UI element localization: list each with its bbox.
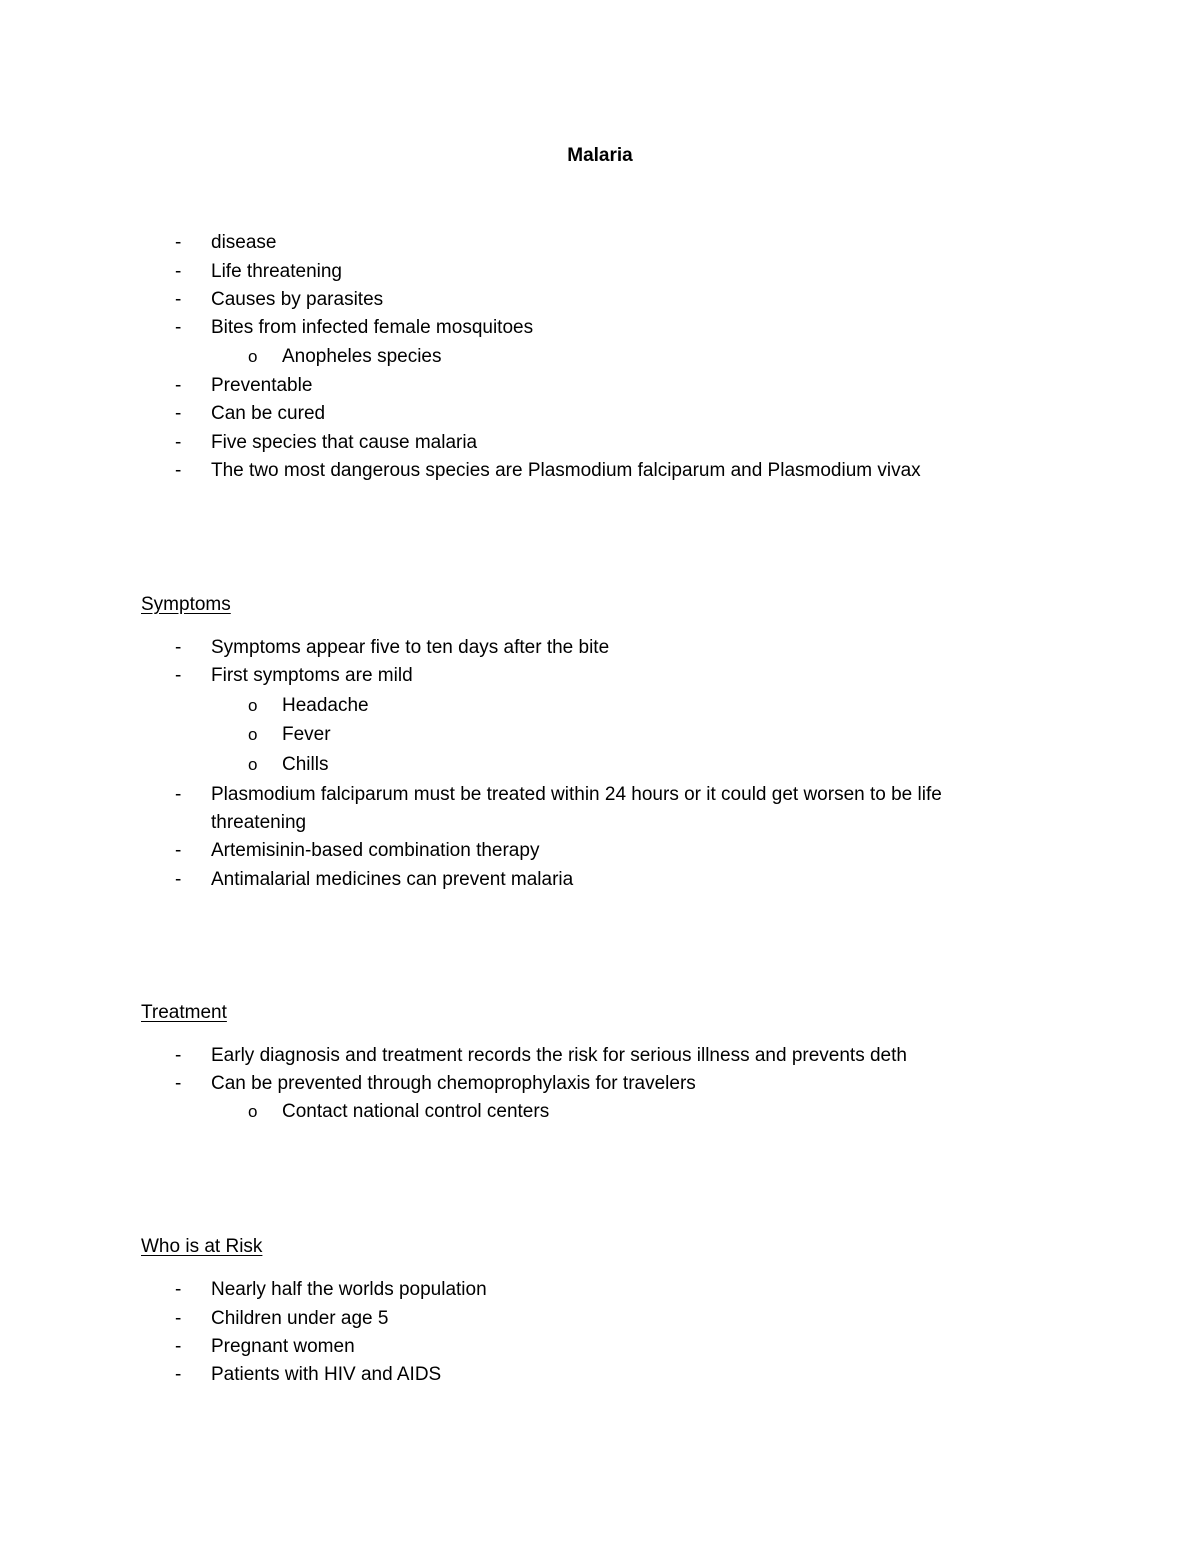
dash-bullet: - — [175, 375, 182, 396]
list-item-text: Nearly half the worlds population — [211, 1279, 487, 1300]
list-item — [0, 634, 1200, 662]
dash-bullet: - — [175, 1336, 182, 1357]
list-item — [0, 400, 1200, 428]
list-item-text: Can be prevented through chemoprophylaxis for travelers — [211, 1073, 696, 1094]
dash-bullet: - — [175, 403, 182, 424]
list-item — [0, 1305, 1200, 1333]
list-item-text: Five species that cause malaria — [211, 432, 478, 453]
list-item-text: Chills — [282, 754, 329, 775]
document-title: Malaria — [567, 145, 633, 166]
list-item — [0, 1361, 1200, 1389]
circle-bullet: o — [248, 725, 258, 744]
list-item-text: Life threatening — [211, 261, 342, 282]
dash-bullet: - — [175, 869, 182, 890]
list-item — [0, 1042, 1200, 1070]
list-item-text: Preventable — [211, 375, 313, 396]
sub-list-item — [0, 751, 1200, 779]
dash-bullet: - — [175, 665, 182, 686]
list-item — [0, 1333, 1200, 1361]
list-item-text: Fever — [282, 724, 331, 745]
dash-bullet: - — [175, 840, 182, 861]
circle-bullet: o — [248, 696, 258, 715]
list-item-text: Patients with HIV and AIDS — [211, 1364, 442, 1385]
list-item — [0, 372, 1200, 400]
sub-list-item — [0, 692, 1200, 720]
dash-bullet: - — [175, 1279, 182, 1300]
section-heading-treatment: Treatment — [141, 1002, 227, 1023]
list-item — [0, 781, 1200, 837]
circle-bullet: o — [248, 1102, 258, 1121]
list-item-text: Symptoms appear five to ten days after the bite — [211, 637, 610, 658]
list-item-text: The two most dangerous species are Plasmodium falciparum and Plasmodium vivax — [211, 460, 921, 481]
sub-list-item — [0, 721, 1200, 749]
list-item — [0, 1276, 1200, 1304]
dash-bullet: - — [175, 1308, 182, 1329]
circle-bullet: o — [248, 347, 258, 366]
list-item-text: Headache — [282, 695, 369, 716]
section-heading-risk: Who is at Risk — [141, 1236, 263, 1257]
dash-bullet: - — [175, 432, 182, 453]
list-item — [0, 229, 1200, 257]
list-item-text: Bites from infected female mosquitoes — [211, 317, 534, 338]
sub-list-item — [0, 1098, 1200, 1126]
list-item-text: Causes by parasites — [211, 289, 384, 310]
list-item-text: First symptoms are mild — [211, 665, 413, 686]
list-item-text: Antimalarial medicines can prevent malaria — [211, 869, 574, 890]
list-item — [0, 457, 1200, 485]
list-item-text: Anopheles species — [282, 346, 442, 367]
dash-bullet: - — [175, 232, 182, 253]
dash-bullet: - — [175, 1364, 182, 1385]
list-item — [0, 866, 1200, 894]
dash-bullet: - — [175, 784, 182, 805]
dash-bullet: - — [175, 317, 182, 338]
list-item-text: Artemisinin-based combination therapy — [211, 840, 540, 861]
list-item — [0, 1070, 1200, 1098]
list-item — [0, 837, 1200, 865]
list-item — [0, 258, 1200, 286]
list-item — [0, 286, 1200, 314]
list-item-text: Pregnant women — [211, 1336, 355, 1357]
section-heading-symptoms: Symptoms — [141, 594, 231, 615]
list-item — [0, 429, 1200, 457]
list-item-text: disease — [211, 232, 277, 253]
dash-bullet: - — [175, 1045, 182, 1066]
list-item-text: Children under age 5 — [211, 1308, 389, 1329]
list-item — [0, 662, 1200, 690]
list-item-text: Can be cured — [211, 403, 326, 424]
dash-bullet: - — [175, 637, 182, 658]
dash-bullet: - — [175, 460, 182, 481]
list-item-text: Contact national control centers — [282, 1101, 550, 1122]
list-item — [0, 314, 1200, 342]
dash-bullet: - — [175, 261, 182, 282]
list-item-text: Early diagnosis and treatment records the risk for serious illness and prevents deth — [211, 1045, 907, 1066]
circle-bullet: o — [248, 755, 258, 774]
list-item-text: Plasmodium falciparum must be treated within 24 hours or it could get worsen to be life threatening — [211, 784, 942, 833]
dash-bullet: - — [175, 289, 182, 310]
sub-list-item — [0, 343, 1200, 371]
dash-bullet: - — [175, 1073, 182, 1094]
